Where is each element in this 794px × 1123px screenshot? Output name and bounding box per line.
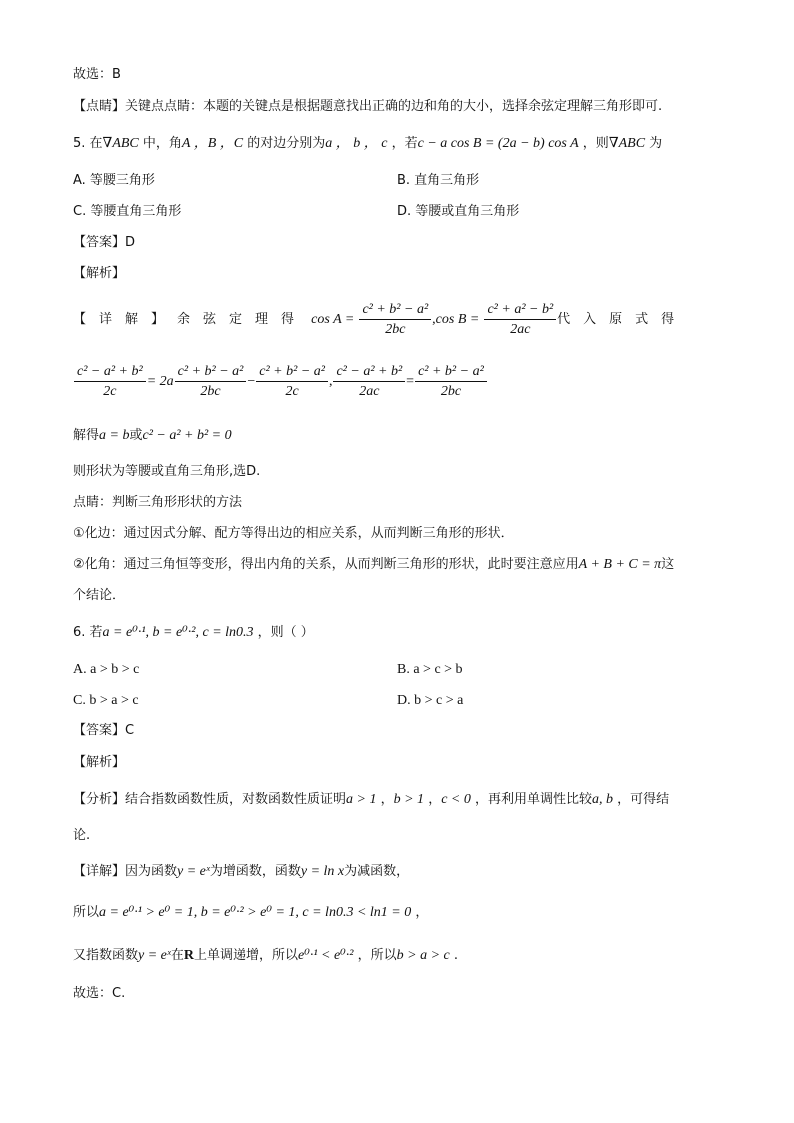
q6-options-row-1: [73, 660, 139, 680]
cosA-denominator: 2bc: [385, 322, 406, 337]
q5-options-row-1-b: [397, 171, 479, 191]
q6-also-mid: ，所以: [353, 948, 397, 963]
q6-fenxi-prefix: 【分析】结合指数函数性质，对数函数性质证明: [73, 792, 347, 807]
q6-so-end: ，: [411, 905, 429, 920]
eq-fraction-3: [256, 362, 328, 401]
q5-equation-line: [73, 362, 488, 401]
q6-detail-end: 为减函数，: [344, 864, 410, 879]
q5-text: 为: [645, 136, 663, 151]
q6-fenxi-end: ，可得结: [613, 792, 670, 807]
q6-fenxi-line-2: [73, 826, 90, 846]
q5-tip-2-end: 这: [661, 557, 675, 572]
eq-f5-den: 2bc: [440, 384, 462, 399]
q5-detail-suffix: 代入原式得: [557, 312, 688, 327]
q5-tip-2-math: A + B + C = π: [578, 557, 662, 572]
q6-also-math: e⁰·¹ < e⁰·²: [298, 948, 354, 963]
q6-also-end: .: [449, 948, 459, 963]
q5-tip-1-text: ①化边：通过因式分解、配方等得出边的相应关系，从而判断三角形的形状．: [73, 526, 514, 541]
eq-equals-2a: = 2a: [146, 374, 174, 389]
q6-fenxi-math: a, b: [592, 792, 614, 807]
q5-tip-2: [73, 555, 674, 575]
q6-so-prefix: 所以: [73, 905, 100, 920]
q5-tip-title-text: 点睛：判断三角形形状的方法: [73, 495, 243, 510]
q6-answer-text: 【答案】C: [73, 723, 135, 738]
q5-option-a: A. 等腰三角形: [73, 173, 155, 188]
q5-options-row-2-d: [397, 202, 519, 222]
q5-tip-3: [73, 586, 125, 606]
q6-also-math: b > a > c: [396, 948, 450, 963]
eq-f4-num: c² − a² + b²: [333, 362, 405, 382]
comma: ,: [432, 312, 436, 327]
q6-analysis-text: 【解析】: [73, 755, 126, 770]
cosB-denominator: 2ac: [510, 322, 531, 337]
q6-option-d: D. b > c > a: [397, 693, 464, 708]
q5-tip-2-text: ②化角：通过三角恒等变形，得出内角的关系，从而判断三角形的形状，此时要注意应用: [73, 557, 579, 572]
q6-detail-mid: 为增函数，函数: [209, 864, 301, 879]
answer-choice-line: [73, 65, 121, 85]
q5-triangle: ∇ABC: [102, 136, 139, 151]
q5-condition: c − a cos B = (2a − b) cos A: [417, 136, 579, 151]
eq-f5-num: c² + b² − a²: [415, 362, 487, 382]
q6-prefix: 6. 若: [73, 625, 103, 640]
eq-f2-num: c² + b² − a²: [175, 362, 247, 382]
q6-math: a = e⁰·¹, b = e⁰·², c = ln0.3: [102, 625, 254, 640]
q5-triangle: ∇ABC: [608, 136, 646, 151]
q6-final-text: 故选：C.: [73, 986, 126, 1001]
q6-fenxi-line: [73, 790, 669, 810]
q6-detail-math: y = ln x: [300, 864, 345, 879]
q6-analysis-heading: [73, 753, 125, 773]
q5-tip-title: [73, 493, 242, 513]
q6-answer: [73, 721, 134, 741]
q6-options-row-2-d: [397, 691, 463, 711]
q6-also-math: y = eˣ: [138, 948, 171, 963]
q5-answer: [73, 233, 135, 253]
answer-text: 故选：B: [73, 67, 121, 82]
q5-solve-line: [73, 426, 232, 446]
eq-fraction-4: [333, 362, 405, 401]
eq-f1-den: 2c: [103, 384, 117, 399]
q6-options-row-1-b: [397, 660, 463, 680]
q6-so-math: a = e⁰·¹ > e⁰ = 1, b = e⁰·² > e⁰ = 1, c = ln0.3 < ln1 = 0: [99, 905, 412, 920]
q6-so-line: [73, 903, 428, 923]
eq-minus: −: [247, 374, 256, 389]
q5-solve-math-2: c² − a² + b² = 0: [142, 428, 232, 443]
cosA-numerator: c² + b² − a²: [359, 300, 431, 320]
q6-detail-prefix: 【详解】因为函数: [73, 864, 178, 879]
q6-fenxi-math: c < 0: [441, 792, 471, 807]
q6-detail-line: [73, 862, 409, 882]
q6-also-mid: 在: [170, 948, 184, 963]
q5-prefix: 5. 在: [73, 136, 103, 151]
q5-option-d: D. 等腰或直角三角形: [397, 204, 520, 219]
q5-solve-math: a = b: [99, 428, 130, 443]
q5-detail-label: 【详解】余弦定理得: [73, 312, 308, 327]
q6-fenxi-math: b > 1: [393, 792, 425, 807]
q6-fenxi-sep: ，: [424, 792, 442, 807]
q5-solve-prefix: 解得: [73, 428, 100, 443]
eq-f4-den: 2ac: [359, 384, 380, 399]
q5-option-c: C. 等腰直角三角形: [73, 204, 182, 219]
cosB-lhs: cos B =: [435, 312, 480, 327]
cosA-fraction: [359, 300, 431, 339]
q6-suffix: ，则（ ）: [253, 625, 314, 640]
cosB-numerator: c² + a² − b²: [484, 300, 556, 320]
q6-option-c: C. b > a > c: [73, 693, 139, 708]
question-6-stem: [73, 623, 314, 643]
q5-option-b: B. 直角三角形: [397, 173, 480, 188]
q5-analysis-heading: [73, 264, 125, 284]
q5-sides: a ， b ， c: [325, 136, 388, 151]
key-point-text: 【点睛】关键点点睛：本题的关键点是根据题意找出正确的边和角的大小，选择余弦定理解三角形即可.: [73, 99, 663, 114]
q5-angles: A ，B ，C: [181, 136, 244, 151]
q5-conclusion-text: 则形状为等腰或直角三角形,选D.: [73, 464, 261, 479]
eq-comma: ,: [328, 374, 333, 389]
eq-f1-num: c² − a² + b²: [74, 362, 146, 382]
q5-analysis-text: 【解析】: [73, 266, 126, 281]
q5-tip-1: [73, 524, 514, 544]
eq-f3-num: c² + b² − a²: [256, 362, 328, 382]
q6-fenxi-line-2-text: 论.: [73, 828, 91, 843]
eq-equals: =: [406, 374, 415, 389]
eq-f2-den: 2bc: [200, 384, 221, 399]
cosA-lhs: cos A =: [311, 312, 355, 327]
q5-solve-or: 或: [129, 428, 143, 443]
q5-text: 中，角: [138, 136, 182, 151]
q6-option-b: B. a > c > b: [397, 662, 463, 677]
q5-detail-line: [73, 300, 687, 339]
question-5-stem: [73, 134, 662, 154]
cosB-fraction: [484, 300, 556, 339]
q5-conclusion: [73, 462, 260, 482]
q5-options-row-2: [73, 202, 181, 222]
eq-fraction-2: [175, 362, 247, 401]
q5-tip-3-text: 个结论．: [73, 588, 126, 603]
q6-also-mid: 上单调递增，所以: [193, 948, 298, 963]
q5-text: ，若: [387, 136, 418, 151]
q6-fenxi-math: a > 1: [346, 792, 377, 807]
q5-options-row-1: [73, 171, 155, 191]
q5-text: 的对边分别为: [243, 136, 326, 151]
key-point-line: [73, 97, 662, 117]
q5-answer-text: 【答案】D: [73, 235, 136, 250]
real-numbers-symbol: R: [183, 948, 194, 963]
q6-also-line: [73, 946, 458, 966]
q6-fenxi-mid: ，再利用单调性比较: [470, 792, 593, 807]
eq-fraction-1: [74, 362, 146, 401]
q6-option-a: A. a > b > c: [73, 662, 140, 677]
q6-final-line: [73, 984, 125, 1004]
q6-options-row-2: [73, 691, 139, 711]
q6-fenxi-sep: ，: [376, 792, 394, 807]
eq-fraction-5: [415, 362, 487, 401]
q5-text: ，则: [578, 136, 609, 151]
eq-f3-den: 2c: [285, 384, 299, 399]
q6-detail-math: y = eˣ: [177, 864, 210, 879]
q6-also-prefix: 又指数函数: [73, 948, 139, 963]
